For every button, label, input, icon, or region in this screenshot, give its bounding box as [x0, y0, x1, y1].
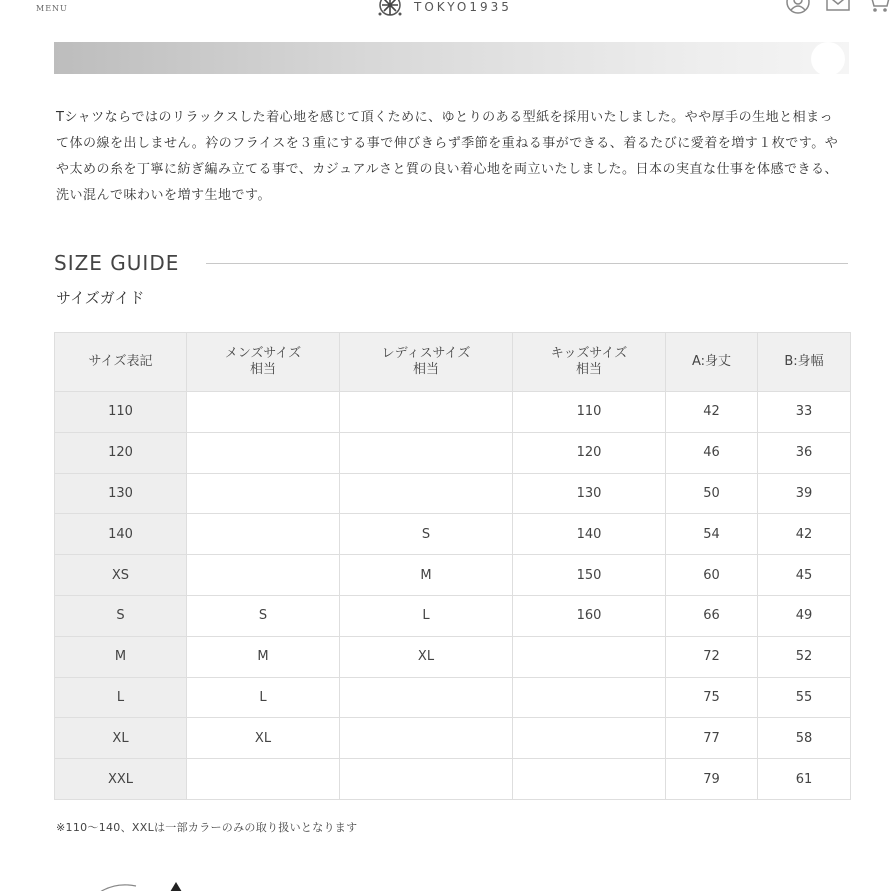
size-guide-title: SIZE GUIDE	[54, 251, 180, 275]
length-cell: 75	[666, 677, 758, 718]
table-row	[55, 432, 851, 473]
length-cell: 46	[666, 432, 758, 473]
mens-size-cell	[187, 514, 340, 555]
kids-size-cell: 130	[513, 473, 666, 514]
length-cell: 66	[666, 595, 758, 636]
kids-size-cell: 160	[513, 595, 666, 636]
size-note: ※110〜140、XXLは一部カラーのみの取り扱いとなります	[56, 821, 358, 834]
table-row	[55, 392, 851, 433]
kids-size-cell: 150	[513, 555, 666, 596]
table-row	[55, 595, 851, 636]
width-cell: 39	[758, 473, 851, 514]
length-cell: 79	[666, 759, 758, 800]
mens-size-cell	[187, 392, 340, 433]
menu-button[interactable]: MENU	[36, 4, 68, 13]
ladies-size-cell	[340, 392, 513, 433]
column-header-kids: キッズサイズ 相当	[513, 333, 666, 392]
ladies-size-cell	[340, 432, 513, 473]
size-label-cell: XXL	[55, 759, 187, 800]
section-banner	[54, 42, 849, 74]
site-header	[0, 0, 891, 30]
length-cell: 60	[666, 555, 758, 596]
ladies-size-cell: M	[340, 555, 513, 596]
kids-size-cell: 120	[513, 432, 666, 473]
mens-size-cell: XL	[187, 718, 340, 759]
width-cell: 61	[758, 759, 851, 800]
size-label-cell: 130	[55, 473, 187, 514]
length-cell: 54	[666, 514, 758, 555]
size-table	[54, 332, 851, 800]
kids-size-cell	[513, 759, 666, 800]
width-cell: 36	[758, 432, 851, 473]
table-row	[55, 514, 851, 555]
kids-size-cell	[513, 636, 666, 677]
size-label-cell: S	[55, 595, 187, 636]
mens-size-cell	[187, 555, 340, 596]
table-row	[55, 718, 851, 759]
size-label-cell: XS	[55, 555, 187, 596]
size-guide-subtitle: サイズガイド	[56, 289, 145, 307]
column-header-mens: メンズサイズ 相当	[187, 333, 340, 392]
garment-illustration-icon	[96, 880, 196, 891]
size-label-cell: 140	[55, 514, 187, 555]
width-cell: 45	[758, 555, 851, 596]
width-cell: 42	[758, 514, 851, 555]
width-cell: 52	[758, 636, 851, 677]
size-label-cell: 110	[55, 392, 187, 433]
ladies-size-cell	[340, 718, 513, 759]
mens-size-cell	[187, 759, 340, 800]
size-label-cell: M	[55, 636, 187, 677]
ladies-size-cell: S	[340, 514, 513, 555]
length-cell: 50	[666, 473, 758, 514]
width-cell: 33	[758, 392, 851, 433]
banner-circle	[811, 42, 845, 76]
ladies-size-cell	[340, 759, 513, 800]
mail-icon[interactable]	[825, 0, 851, 18]
column-header-ladies: レディスサイズ 相当	[340, 333, 513, 392]
length-cell: 77	[666, 718, 758, 759]
table-row	[55, 636, 851, 677]
ladies-size-cell: L	[340, 595, 513, 636]
width-cell: 58	[758, 718, 851, 759]
mens-size-cell: S	[187, 595, 340, 636]
kids-size-cell: 140	[513, 514, 666, 555]
kids-size-cell: 110	[513, 392, 666, 433]
table-row	[55, 555, 851, 596]
product-description: Tシャツならではのリラックスした着心地を感じて頂くために、ゆとりのある型紙を採用いたしました。やや厚手の生地と相まって体の線を出しません。衿のフライスを３重にする事で伸びきらず季節を重ねる事ができる、着るたびに愛着を増す１枚です。やや太めの糸を丁寧に紡ぎ編み立てる事で、カジュアルさと質の良い着心地を両立いたしました。日本の実直な仕事を体感できる、洗い混んで味わいを増す生地です。	[56, 110, 839, 203]
title-divider	[206, 263, 848, 264]
mens-size-cell: L	[187, 677, 340, 718]
kids-size-cell	[513, 718, 666, 759]
column-header-size-label: サイズ表記	[55, 333, 187, 392]
size-label-cell: XL	[55, 718, 187, 759]
column-header-length: A:身丈	[666, 333, 758, 392]
length-cell: 42	[666, 392, 758, 433]
mens-size-cell	[187, 473, 340, 514]
width-cell: 49	[758, 595, 851, 636]
brand-emblem-icon	[372, 0, 408, 20]
size-label-cell: 120	[55, 432, 187, 473]
ladies-size-cell	[340, 677, 513, 718]
header-actions	[785, 0, 891, 18]
mens-size-cell: M	[187, 636, 340, 677]
kids-size-cell	[513, 677, 666, 718]
length-cell: 72	[666, 636, 758, 677]
cart-icon[interactable]	[865, 0, 891, 18]
table-header-row	[55, 333, 851, 392]
width-cell: 55	[758, 677, 851, 718]
account-icon[interactable]	[785, 0, 811, 18]
table-row	[55, 759, 851, 800]
column-header-width: B:身幅	[758, 333, 851, 392]
table-row	[55, 473, 851, 514]
table-row	[55, 677, 851, 718]
ladies-size-cell: XL	[340, 636, 513, 677]
size-label-cell: L	[55, 677, 187, 718]
mens-size-cell	[187, 432, 340, 473]
brand-name: TOKYO1935	[414, 0, 512, 14]
ladies-size-cell	[340, 473, 513, 514]
brand-logo[interactable]	[372, 0, 512, 20]
